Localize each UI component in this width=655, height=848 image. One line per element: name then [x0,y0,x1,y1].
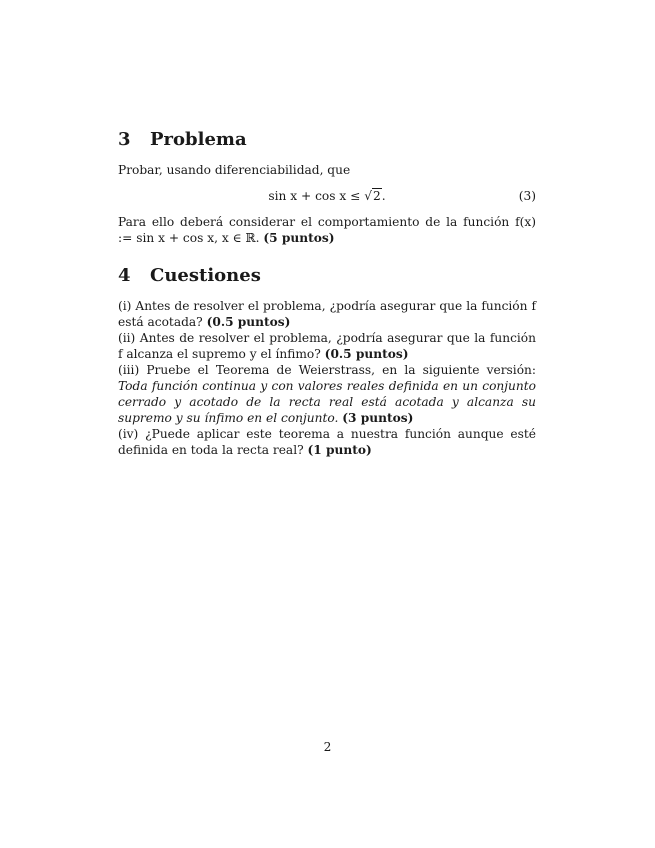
question-text: (i) Antes de resolver el problema, ¿podría asegurar que la función f está acotada? [118,299,536,329]
section-3-points: (5 puntos) [263,231,335,245]
section-4-title: Cuestiones [150,265,261,286]
question-item-i [118,298,536,330]
question-points: (0.5 puntos) [206,315,291,329]
sqrt [364,188,382,204]
section-3-heading [118,128,536,152]
section-4-heading [118,264,536,288]
question-text: (iii) Pruebe el Teorema de Weierstrass, en la siguiente versión: [118,363,536,377]
radicand: 2 [372,189,381,203]
question-points: (0.5 puntos) [324,347,409,361]
equation-body [118,188,536,204]
equation-end: . [381,189,386,203]
question-item-iv [118,426,536,458]
question-item-ii [118,330,536,362]
document-page [118,128,536,458]
section-4-number: 4 [118,265,131,286]
question-item-iii [118,362,536,426]
radical-sign: √ [364,189,372,203]
equation-number: (3) [518,189,536,203]
section-3-title: Problema [150,129,247,150]
section-3-number: 3 [118,129,131,150]
section-3-paragraph [118,214,536,246]
theorem-statement: Toda función continua y con valores reales definida en un conjunto cerrado y acotado de la recta real está acotada y alcanza su supremo y su ínfimo en el conjunto. [118,379,536,425]
question-points: (1 punto) [307,443,372,457]
section-3-paragraph-text: Para ello deberá considerar el comportamiento de la función f(x) := sin x + cos x, x ∈ ℝ. [118,215,536,245]
question-points: (3 puntos) [342,411,414,425]
section-3-intro: Probar, usando diferenciabilidad, que [118,163,351,177]
equation-lhs: sin x + cos x ≤ [268,189,365,203]
page-number: 2 [323,740,332,754]
question-text: (ii) Antes de resolver el problema, ¿podría asegurar que la función f alcanza el supremo y el ínfimo? [118,331,536,361]
question-text: (iv) ¿Puede aplicar este teorema a nuestra función aunque esté definida en toda la recta real? [118,427,536,457]
equation-3 [118,184,536,210]
